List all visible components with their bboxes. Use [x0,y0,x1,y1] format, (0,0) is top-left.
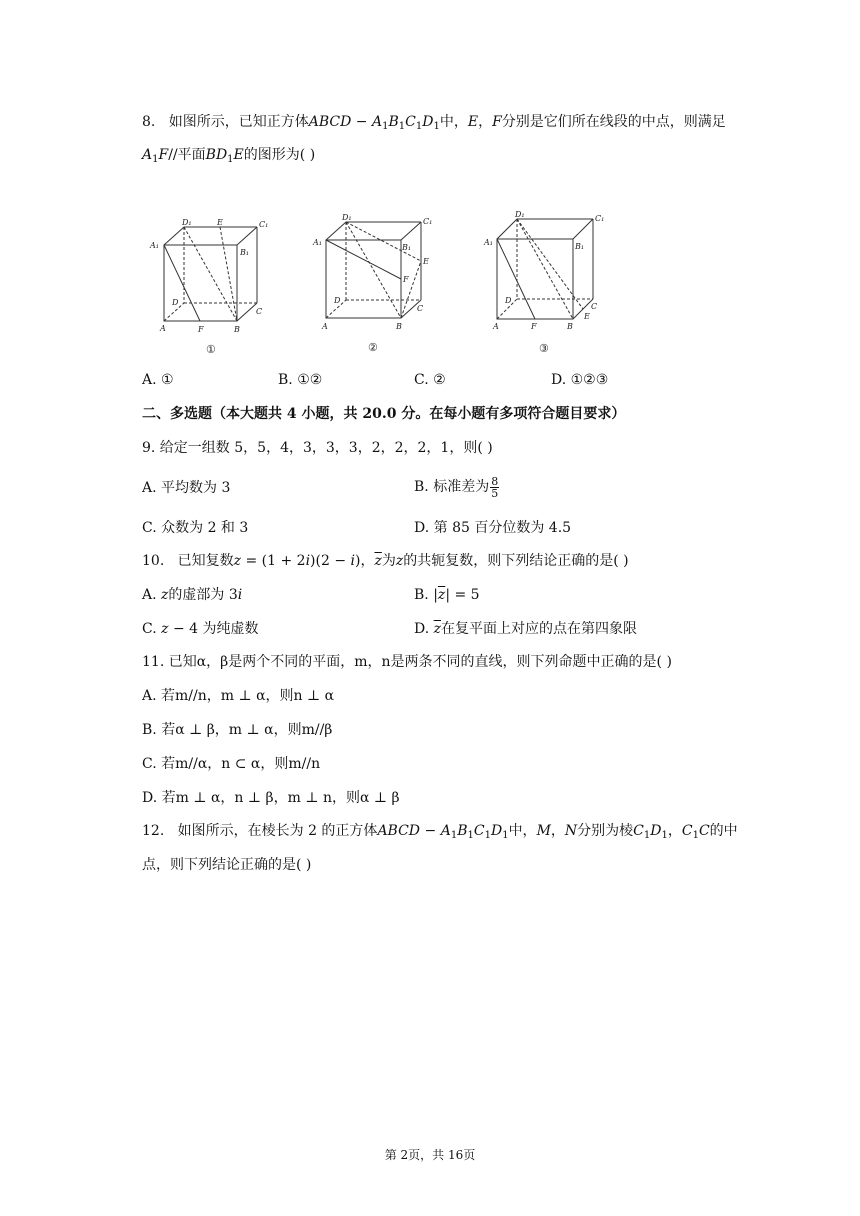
section-heading: 二、多选题（本大题共 4 小题，共 20.0 分。在每小题有多项符合题目要求） [142,406,626,422]
svg-text:D: D [172,298,179,307]
q10-stem: 10. 已知复数z = (1 + 2i)(2 − i)，$\overline{z}$为z的共轭复数，则下列结论正确的是( ) [142,553,629,569]
svg-text:C₁: C₁ [259,220,269,229]
cube-figure-2 [312,208,442,362]
svg-text:B₁: B₁ [575,242,585,251]
q8-option-d: D. ①②③ [551,372,609,388]
q10-option-a: A. z的虚部为 3i [142,587,243,603]
q8-line2: $A_1F//$平面$BD_1E$的图形为( ) [142,147,316,165]
figure-1-label: ① [206,343,216,356]
svg-text:E: E [217,218,223,227]
svg-text:A₁: A₁ [150,241,159,250]
svg-text:F: F [531,322,537,331]
svg-text:D: D [334,296,341,305]
q10-option-c: C. z − 4 为纯虚数 [142,621,259,637]
svg-text:D₁: D₁ [182,218,192,227]
cube-figure-1 [148,215,278,364]
svg-text:C: C [417,304,424,313]
q11-option-a: A. 若m//n，m ⊥ α，则n ⊥ α [142,688,335,704]
q8-option-a: A. ① [142,372,174,388]
q11-option-b: B. 若α ⊥ β，m ⊥ α，则m//β [142,722,333,738]
q9-option-c: C. 众数为 2 和 3 [142,520,249,536]
svg-text:B: B [234,325,240,334]
figure-2-label: ② [368,341,378,354]
svg-text:B: B [396,322,402,331]
std-fraction: $\frac{8}{5}$ [491,474,499,500]
svg-text:E: E [584,312,590,321]
q11-stem: 11. 已知α，β是两个不同的平面，m，n是两条不同的直线，则下列命题中正确的是( ) [142,654,672,670]
svg-text:C: C [256,307,263,316]
svg-text:E: E [423,257,429,266]
svg-text:C: C [591,302,598,311]
page-footer: 第 2页，共 16页 [384,1148,476,1162]
svg-text:B₁: B₁ [402,243,412,252]
svg-text:C₁: C₁ [595,214,605,223]
q12-line2: 点，则下列结论正确的是( ) [142,857,312,873]
svg-text:D: D [505,296,512,305]
q9-option-b: B. 标准差为 $\frac{8}{5}$ [414,474,499,500]
svg-text:F: F [198,325,204,334]
svg-text:A: A [322,322,328,331]
q8-line1: 8. 如图所示，已知正方体ABCD − $A_1B_1C_1D_1$中，E，F分别是它们所在线段的中点，则满足 [142,114,726,132]
q9-option-a: A. 平均数为 3 [142,480,231,496]
svg-text:A: A [160,324,166,333]
svg-text:D₁: D₁ [342,213,352,222]
q12-line1: 12. 如图所示，在棱长为 2 的正方体ABCD − $A_1B_1C_1D_1$中，M，N分别为棱$C_1D_1$，$C_1C$的中 [142,823,738,841]
q10-option-d: D. $\overline{z}$在复平面上对应的点在第四象限 [414,621,638,637]
q11-option-d: D. 若m ⊥ α，n ⊥ β，m ⊥ n，则α ⊥ β [142,790,400,806]
svg-text:B: B [567,322,573,331]
q10-option-b: B. $|\overline{z}| = 5$ [414,587,480,603]
q9-stem: 9. 给定一组数 5，5，4，3，3，3，2，2，2，1，则( ) [142,440,493,456]
svg-text:C₁: C₁ [423,217,433,226]
svg-text:B₁: B₁ [240,248,250,257]
svg-text:D₁: D₁ [515,210,525,219]
q9-option-d: D. 第 85 百分位数为 4.5 [414,520,572,536]
q11-option-c: C. 若m//α，n ⊂ α，则m//n [142,756,321,772]
cube-figure-3 [483,205,613,364]
svg-text:F: F [403,275,409,284]
svg-text:A₁: A₁ [313,238,322,247]
q8-option-b: B. ①② [278,372,323,388]
svg-text:A: A [493,322,499,331]
q8-option-c: C. ② [414,372,446,388]
figure-3-label: ③ [539,342,549,355]
svg-text:A₁: A₁ [484,238,493,247]
